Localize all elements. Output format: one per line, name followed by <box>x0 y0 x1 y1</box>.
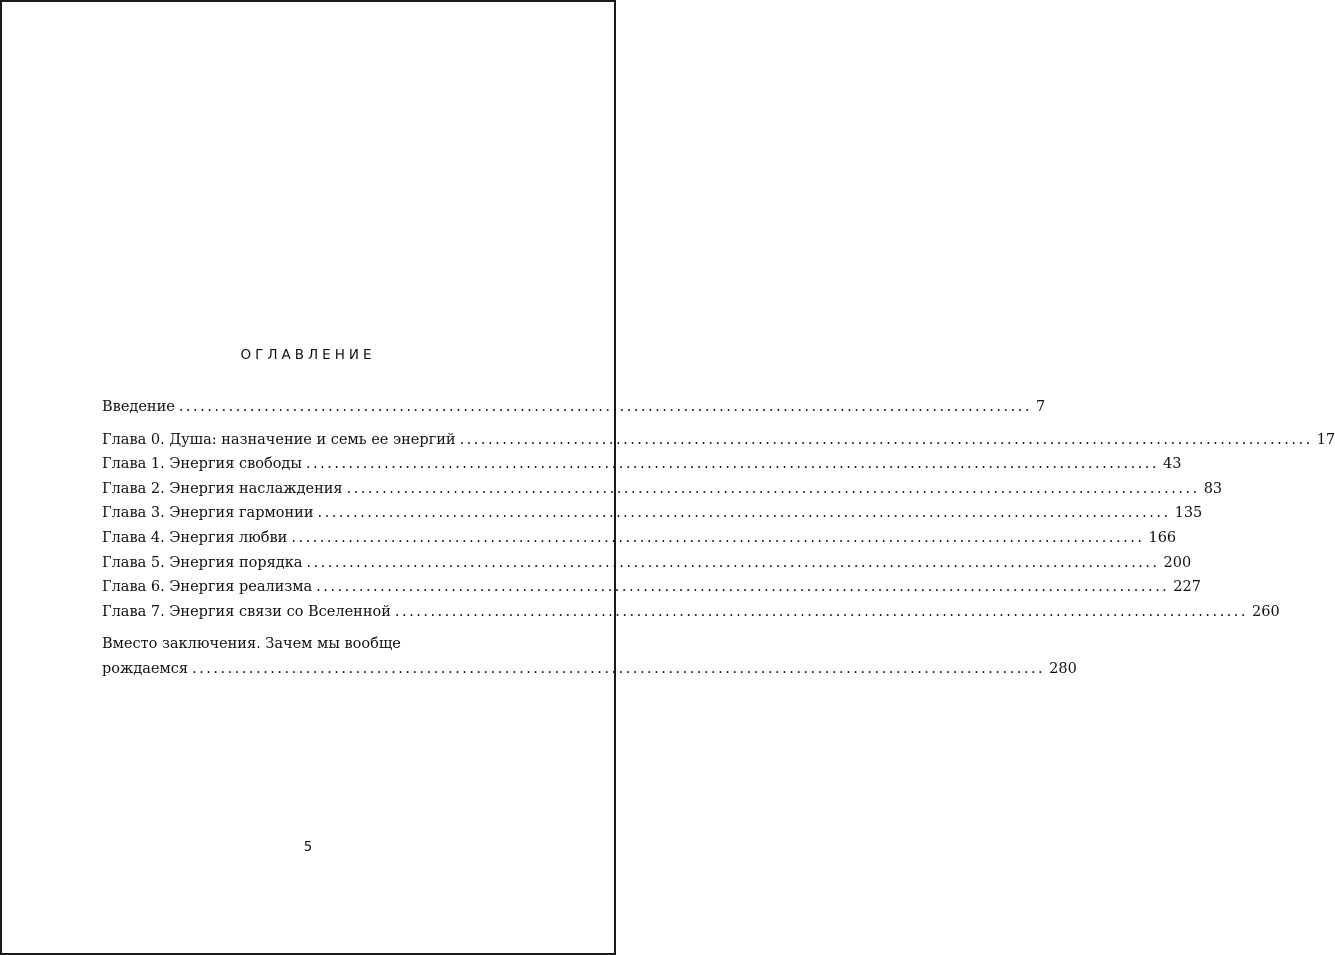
toc-entry-title: Глава 4. Энергия любви <box>102 529 288 546</box>
dot-leader: ........................................................................................................................ <box>346 480 1200 497</box>
toc-entry-chapter-7[interactable] <box>102 600 1280 625</box>
dot-leader: ........................................................................................................................ <box>394 603 1249 620</box>
toc-entry-page: 166 <box>1148 529 1177 546</box>
toc-entry-chapter-2[interactable] <box>102 477 1223 502</box>
toc-entry-title: Глава 0. Душа: назначение и семь ее энергий <box>102 431 456 448</box>
toc-entry-page: 83 <box>1203 480 1223 497</box>
toc-entry-chapter-5[interactable] <box>102 551 1192 576</box>
toc-entry-title: Глава 5. Энергия порядка <box>102 554 303 571</box>
toc-entry-chapter-1[interactable] <box>102 452 1182 477</box>
toc-entry-page: 260 <box>1252 603 1280 620</box>
toc-entry-title: Глава 6. Энергия реализма <box>102 579 313 596</box>
dot-leader: ........................................................................................................................ <box>317 505 1171 522</box>
dot-leader: ........................................................................................................................ <box>459 431 1313 448</box>
dot-leader: ........................................................................................................................ <box>316 579 1170 596</box>
toc-entry-title: рождаемся <box>102 660 189 677</box>
toc-entry-title: Глава 1. Энергия свободы <box>102 456 302 473</box>
toc-entry-page: 227 <box>1173 579 1201 596</box>
toc-entry-chapter-6[interactable] <box>102 575 1201 600</box>
toc-entry-page: 43 <box>1163 456 1182 473</box>
toc-entry-page: 7 <box>1035 399 1046 415</box>
toc-entry-conclusion-line1[interactable]: Вместо заключения. Зачем мы вообще <box>102 636 401 653</box>
toc-entry-page: 280 <box>1049 660 1077 677</box>
toc-entry-chapter-0[interactable] <box>102 428 1335 453</box>
toc-heading: ОГЛАВЛЕНИЕ <box>240 347 376 363</box>
toc-entry-title: Глава 2. Энергия наслаждения <box>102 480 343 497</box>
toc-entry-chapter-4[interactable] <box>102 526 1177 551</box>
dot-leader: ........................................................................................................................ <box>305 456 1160 473</box>
dot-leader: ........................................................................................................................ <box>306 554 1160 571</box>
dot-leader: ........................................................................................................................ <box>291 529 1145 546</box>
toc-entry-page: 135 <box>1174 505 1203 522</box>
toc-entry-title: Глава 7. Энергия связи со Вселенной <box>102 603 391 620</box>
toc-entry-intro[interactable] <box>102 395 1046 420</box>
page-number: 5 <box>303 840 313 855</box>
toc-entry-page: 200 <box>1163 554 1192 571</box>
toc-intro-group <box>102 395 1046 420</box>
table-of-contents <box>102 395 1335 682</box>
toc-entry-chapter-3[interactable] <box>102 501 1203 526</box>
toc-entry-conclusion[interactable] <box>102 657 1077 682</box>
dot-leader: ........................................................................................................................ <box>192 660 1046 677</box>
toc-entry-title: Глава 3. Энергия гармонии <box>102 505 314 522</box>
toc-chapters-group <box>102 428 1335 625</box>
toc-entry-page: 17 <box>1316 431 1335 448</box>
toc-conclusion-group <box>102 632 1077 681</box>
dot-leader: ........................................................................................................................ <box>178 399 1032 415</box>
toc-entry-title: Введение <box>102 399 175 415</box>
